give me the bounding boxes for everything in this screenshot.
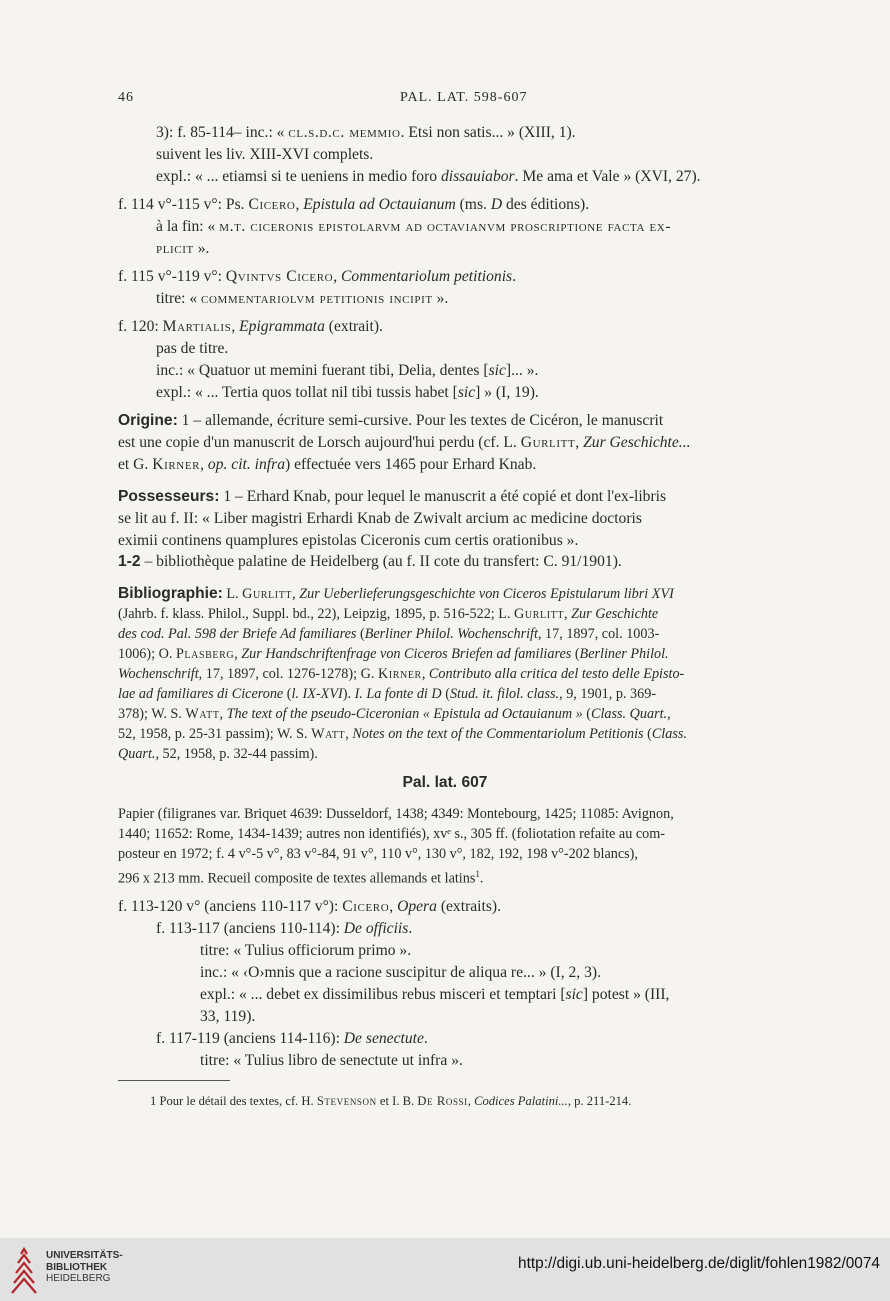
- footnote-ref: 1: [475, 869, 480, 879]
- content-line: 33, 119).: [200, 1008, 256, 1025]
- entry-line: plicit ».: [156, 240, 210, 257]
- text-line: des cod. Pal. 598 der Briefe Ad familiares (Berliner Philol. Wochenschrift, 17, 1897, col. 1003-: [118, 626, 660, 642]
- text-line: Possesseurs: 1 – Erhard Knab, pour lequel le manuscrit a été copié et dont l'ex-libris: [118, 488, 667, 505]
- library-logo-icon: [10, 1245, 38, 1295]
- entry-line: à la fin: « m.t. ciceronis epistolarvm ad octavianvm proscriptione facta ex-: [156, 218, 672, 235]
- text-line: se lit au f. II: « Liber magistri Erhardi Knab de Zwivalt arcium ac medicine doctoris: [118, 509, 642, 527]
- source-url-link[interactable]: http://digi.ub.uni-heidelberg.de/diglit/fohlen1982/0074: [518, 1255, 880, 1272]
- text-line: 296 x 213 mm. Recueil composite de textes allemands et latins$^1$.: [118, 869, 484, 887]
- entry-line: f. 115 v°-119 v°: Qvintvs Cicero, Commentariolum petitionis.: [118, 268, 517, 285]
- text-line: 378); W. S. Watt, The text of the pseudo-Ciceronian « Epistula ad Octauianum » (Class. Quart.,: [118, 706, 671, 722]
- text-line: Wochenschrift, 17, 1897, col. 1276-1278); G. Kirner, Contributo alla critica del testo delle Episto-: [118, 666, 685, 682]
- content-line: f. 113-120 v° (anciens 110-117 v°): Cicero, Opera (extraits).: [118, 898, 502, 915]
- text-line: 1440; 11652: Rome, 1434-1439; autres non identifiés), xvᵉ s., 305 ff. (foliotation refaite au com-: [118, 826, 665, 842]
- text-line: Bibliographie: L. Gurlitt, Zur Ueberlieferungsgeschichte von Ciceros Epistularum libri XVI: [118, 585, 674, 602]
- text-line: Papier (filigranes var. Briquet 4639: Dusseldorf, 1438; 4349: Montebourg, 1425; 11085: Avignon,: [118, 806, 674, 822]
- content-line: f. 113-117 (anciens 110-114): De officiis.: [156, 920, 413, 937]
- text-line: posteur en 1972; f. 4 v°-5 v°, 83 v°-84, 91 v°, 110 v°, 130 v°, 182, 192, 198 v°-202 blancs),: [118, 846, 638, 862]
- content-line: titre: « Tulius officiorum primo ».: [200, 942, 412, 959]
- possesseurs-label: Possesseurs:: [118, 488, 220, 505]
- text-line: est une copie d'un manuscrit de Lorsch aujourd'hui perdu (cf. L. Gurlitt, Zur Geschichte...: [118, 433, 691, 451]
- entry-line: titre: « commentariolvm petitionis incipit ».: [156, 290, 449, 307]
- text-line: 1006); O. Plasberg, Zur Handschriftenfrage von Ciceros Briefen ad familiares (Berliner Philol.: [118, 646, 669, 662]
- papier-paragraph: [118, 804, 810, 889]
- entry-line: f. 114 v°-115 v°: Ps. Cicero, Epistula ad Octauianum (ms. D des éditions).: [118, 196, 590, 213]
- text-line: (Jahrb. f. klass. Philol., Suppl. bd., 22), Leipzig, 1895, p. 516-522; L. Gurlitt, Zur Geschichte: [118, 606, 659, 622]
- text-line: lae ad familiares di Cicerone (l. IX-XVI). I. La fonte di D (Stud. it. filol. class., 9, 1901, p. 369-: [118, 686, 657, 702]
- entry-line: expl.: « ... etiamsi si te ueniens in medio foro dissauiabor. Me ama et Vale » (XVI, 27).: [156, 168, 701, 185]
- bibliographie-paragraph: [118, 584, 810, 764]
- entry-line: pas de titre.: [156, 340, 229, 357]
- content-line: expl.: « ... debet ex dissimilibus rebus misceri et temptari [sic] potest » (III,: [200, 986, 670, 1003]
- entry-line: inc.: « Quatuor ut memini fuerant tibi, Delia, dentes [sic]... ».: [156, 362, 539, 379]
- entry-line: f. 120: Martialis, Epigrammata (extrait).: [118, 318, 383, 335]
- text-line: Quart., 52, 1958, p. 32-44 passim).: [118, 746, 318, 762]
- content-line: titre: « Tulius libro de senectute ut infra ».: [200, 1052, 463, 1069]
- text-line: Origine: 1 – allemande, écriture semi-cursive. Pour les textes de Cicéron, le manuscrit: [118, 412, 664, 429]
- content-line: f. 117-119 (anciens 114-116): De senectute.: [156, 1030, 428, 1047]
- page-number: 46: [118, 90, 134, 105]
- footnote: 1 Pour le détail des textes, cf. H. Stevenson et I. B. De Rossi, Codices Palatini..., p. 211-214.: [150, 1094, 632, 1108]
- entry-line: expl.: « ... Tertia quos tollat nil tibi tussis habet [sic] » (I, 19).: [156, 384, 539, 401]
- origine-label: Origine:: [118, 412, 178, 429]
- content-line: inc.: « ‹O›mnis que a racione suscipitur de aliqua re... » (I, 2, 3).: [200, 964, 601, 981]
- library-name: UNIVERSITÄTS- BIBLIOTHEK HEIDELBERG: [46, 1250, 123, 1284]
- section-title: Pal. lat. 607: [402, 774, 488, 791]
- origine-paragraph: [118, 410, 810, 475]
- footnote-divider: [118, 1080, 230, 1081]
- running-title: PAL. LAT. 598-607: [400, 90, 528, 105]
- entry-line: suivent les liv. XIII-XVI complets.: [156, 146, 374, 163]
- entry-line: 3): f. 85-114– inc.: « cl.s.d.c. memmio. Etsi non satis... » (XIII, 1).: [156, 124, 576, 141]
- text-line: et G. Kirner, op. cit. infra) effectuée vers 1465 pour Erhard Knab.: [118, 455, 537, 473]
- bibliographie-label: Bibliographie:: [118, 585, 223, 602]
- possesseurs-paragraph: [118, 486, 810, 573]
- text-line: 52, 1958, p. 25-31 passim); W. S. Watt, Notes on the text of the Commentariolum Petitionis (Class.: [118, 726, 687, 742]
- text-line: 1-2 – bibliothèque palatine de Heidelberg (au f. II cote du transfert: C. 91/1901).: [118, 553, 622, 571]
- text-line: eximii continens quamplures epistolas Ciceronis cum certis orationibus ».: [118, 531, 579, 549]
